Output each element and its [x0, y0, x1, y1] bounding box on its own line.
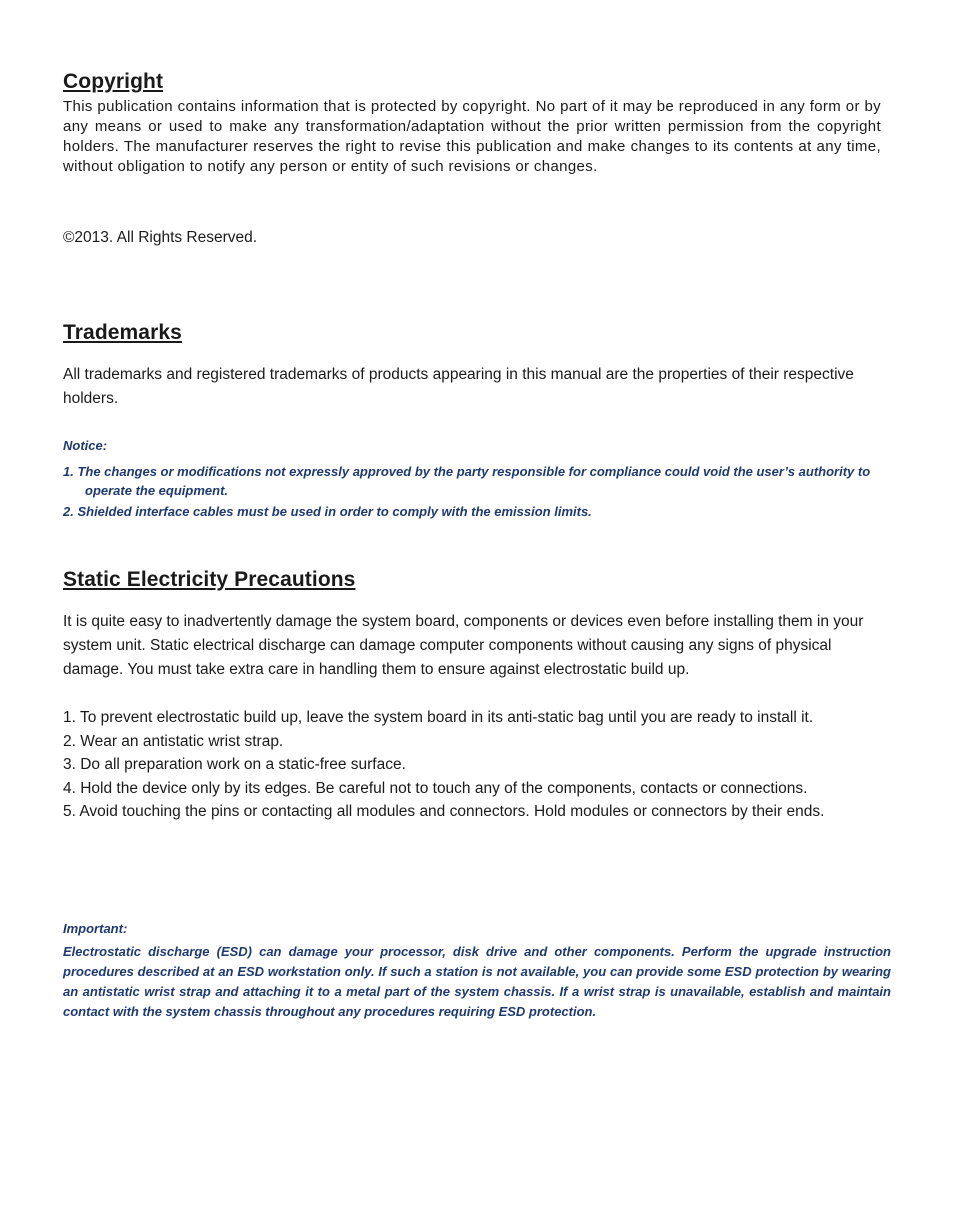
trademarks-paragraph: All trademarks and registered trademarks of products appearing in this manual are the properties of their respective holders.	[63, 366, 854, 407]
copyright-notice: ©2013. All Rights Reserved.	[63, 229, 258, 246]
copyright-heading: Copyright	[63, 70, 164, 93]
notice-item: 2. Shielded interface cables must be used in order to comply with the emission limits.	[63, 504, 592, 519]
list-item: 2. Wear an antistatic wrist strap.	[63, 732, 284, 750]
notice-item: 1. The changes or modifications not expressly approved by the party responsible for compliance could void the user’s authority to operate the equipment.	[63, 464, 871, 498]
list-item: 3. Do all preparation work on a static-free surface.	[63, 756, 406, 773]
precautions-list	[63, 706, 881, 824]
important-heading: Important:	[63, 921, 128, 936]
notice-heading: Notice:	[63, 438, 108, 453]
trademarks-heading: Trademarks	[63, 321, 182, 344]
notice-block	[63, 438, 881, 521]
list-item: 1. To prevent electrostatic build up, leave the system board in its anti-static bag until you are ready to install it.	[63, 709, 814, 726]
important-paragraph: Electrostatic discharge (ESD) can damage your processor, disk drive and other components. Perform the upgrade instruction procedures described at an ESD workstation only. If such a station is not available, you can provide some ESD protection by wearing an antistatic wrist strap and attaching it to a metal part of the system chassis. If a wrist strap is unavailable, establish and maintain contact with the system chassis throughout any procedures requiring ESD protection.	[63, 944, 891, 1019]
list-item: 5. Avoid touching the pins or contacting all modules and connectors. Hold modules or connectors by their ends.	[63, 803, 825, 820]
static-precautions-paragraph: It is quite easy to inadvertently damage the system board, components or devices even before installing them in your system unit. Static electrical discharge can damage computer components without causing any signs of physical damage. You must take extra care in handling them to ensure against electrostatic build up.	[63, 613, 864, 678]
copyright-paragraph: This publication contains information that is protected by copyright. No part of it may be reproduced in any form or by any means or used to make any transformation/adaptation without the prior written permission from the copyright holders. The manufacturer reserves the right to revise this publication and make changes to its contents at any time, without obligation to notify any person or entity of such revisions or changes.	[63, 98, 881, 175]
static-precautions-heading: Static Electricity Precautions	[63, 568, 356, 591]
important-block	[63, 921, 891, 1022]
list-item: 4. Hold the device only by its edges. Be careful not to touch any of the components, contacts or connections.	[63, 779, 808, 797]
